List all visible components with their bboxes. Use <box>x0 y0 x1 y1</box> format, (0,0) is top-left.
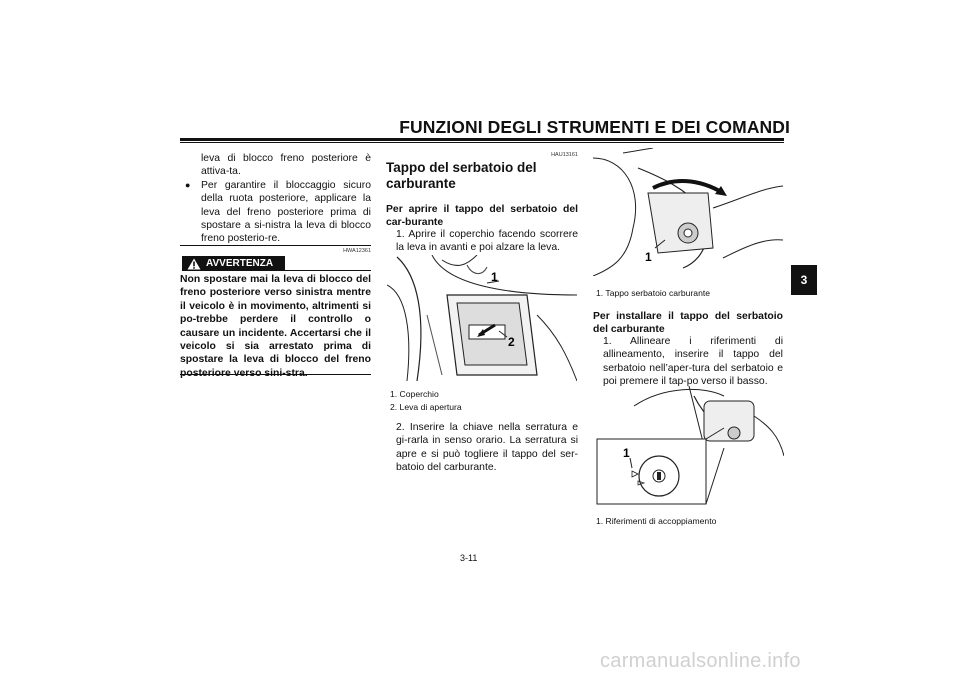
fig1-label-1: 1 <box>491 270 498 284</box>
fig1-label-2: 2 <box>508 335 515 349</box>
fig3-label-1: 1 <box>623 446 630 460</box>
warning-text: Non spostare mai la leva di blocco del freno posteriore verso sinistra mentre il veicolo è in movimento, altrimenti si po-trebbe perdere il controllo o causare un incidente. Accertarsi che il veicolo si sia arrestato prima di spostare la leva di blocco del freno <box>180 274 371 366</box>
section-code: HAU13161 <box>551 152 578 158</box>
fig1-caption-2: 2. Leva di apertura <box>390 402 462 412</box>
bullet-text: Per garantire il bloccaggio sicuro della ruota posteriore, applicare la leva del freno posteriore prima di spostare a si-nistra la leva di blocco freno posterio-re. <box>201 180 371 245</box>
header-rule <box>180 138 784 141</box>
fig2-caption: 1. Tappo serbatoio carburante <box>596 288 711 298</box>
figure-alignment-marks <box>594 386 784 506</box>
warning-label: AVVERTENZA <box>206 258 274 269</box>
header-rule-thin <box>180 142 784 143</box>
figure-lid-lever <box>387 255 577 382</box>
fig3-caption: 1. Riferimenti di accoppiamento <box>596 516 717 526</box>
open-step-1: 1. Aprire il coperchio facendo scorrere la leva in avanti e poi alzare la leva. <box>396 229 578 254</box>
warning-badge <box>182 256 285 271</box>
warning-bottom-rule <box>180 374 371 375</box>
warning-badge-rule <box>285 270 371 271</box>
open-step-2: 2. Inserire la chiave nella serratura e gi-rarla in senso orario. La serratura si apre e si può togliere il tappo del ser-batoio del carburante. <box>396 422 578 473</box>
install-step-1: 1. Allineare i riferimenti di allineamento, inserire il tappo del serbatoio nell’aper-tura del serbatoio e poi premere il tap-po verso il basso. <box>603 336 783 387</box>
fig1-caption-1: 1. Coperchio <box>390 389 439 399</box>
chapter-tab: 3 <box>791 265 817 295</box>
col1-paragraph: leva di blocco freno posteriore è attiva-ta. <box>201 153 371 178</box>
section-heading: Tappo del serbatoio del carburante <box>386 160 537 191</box>
figure-fuel-cap <box>593 148 783 276</box>
fig2-label-1: 1 <box>645 250 652 264</box>
page-header-title: FUNZIONI DEGLI STRUMENTI E DEI COMANDI <box>399 117 790 137</box>
bullet-dot: ● <box>185 180 191 190</box>
watermark: carmanualsonline.info <box>600 650 801 672</box>
install-subheading: Per installare il tappo del serbatoio del carburante <box>593 311 783 336</box>
open-subheading: Per aprire il tappo del serbatoio del car-burante <box>386 204 578 229</box>
warning-code: HWA12361 <box>343 248 371 254</box>
page-number: 3-11 <box>460 553 478 563</box>
col1-bullet-item <box>185 179 371 245</box>
warning-top-rule <box>180 245 371 246</box>
warning-triangle-icon <box>187 258 201 270</box>
